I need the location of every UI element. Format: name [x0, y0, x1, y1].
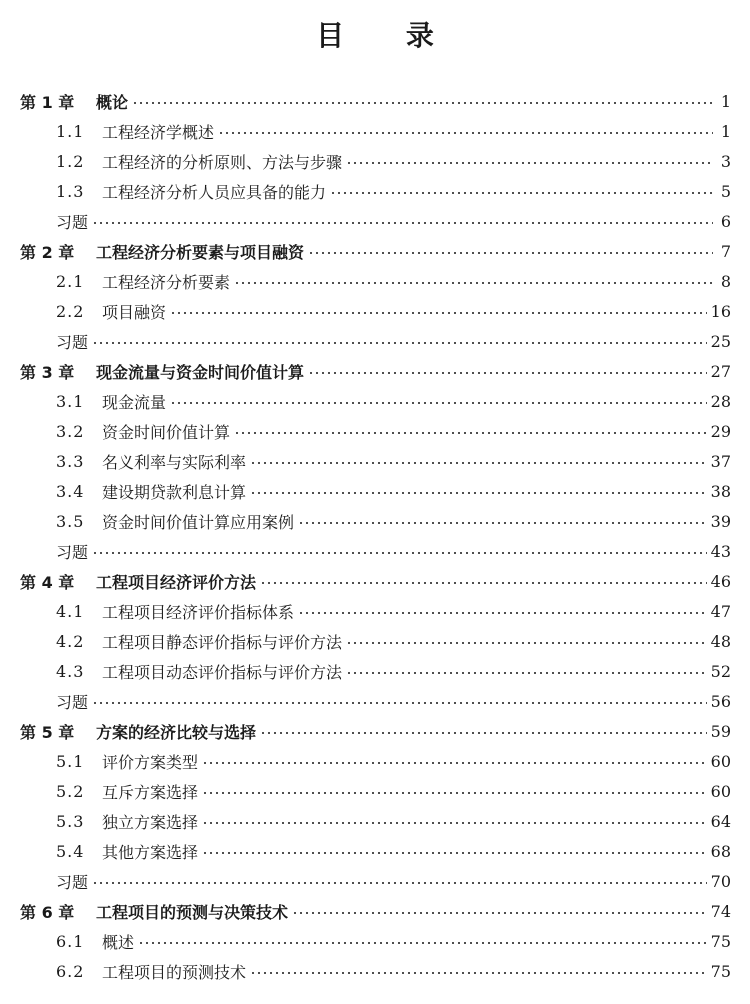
- dot-leader: [346, 672, 707, 674]
- toc-entry-page-number: 25: [710, 331, 731, 351]
- page-title: 目 录: [316, 19, 460, 52]
- dot-leader: [92, 342, 707, 344]
- toc-entry-page-number: 52: [710, 661, 731, 681]
- toc-entry-section[interactable]: [20, 146, 731, 176]
- dot-leader: [138, 942, 707, 944]
- toc-entry-page-number: 68: [710, 841, 731, 861]
- toc-entry-title: 工程项目经济评价指标体系: [102, 602, 295, 622]
- toc-entry-section[interactable]: [20, 176, 731, 206]
- toc-entry-number: 6.1: [56, 931, 85, 951]
- toc-entry-number: 1.1: [56, 121, 85, 141]
- toc-entry-number: 第 6 章: [20, 902, 75, 922]
- toc-entry-section[interactable]: [20, 296, 731, 326]
- toc-entry-page-number: 74: [710, 901, 731, 921]
- toc-entry-number: 5.1: [56, 751, 85, 771]
- dot-leader: [346, 162, 713, 164]
- dot-leader: [92, 222, 713, 224]
- toc-entry-number: 第 1 章: [20, 92, 75, 112]
- dot-leader: [92, 702, 707, 704]
- toc-entry-page-number: 5: [720, 181, 731, 201]
- toc-entry-exercise[interactable]: [20, 866, 731, 896]
- toc-entry-section[interactable]: [20, 116, 731, 146]
- toc-entry-title: 现金流量与资金时间价值计算: [96, 362, 305, 382]
- toc-entry-page-number: 46: [710, 571, 731, 591]
- toc-entry-page-number: 16: [710, 301, 731, 321]
- toc-entry-page-number: 43: [710, 541, 731, 561]
- toc-entry-section[interactable]: [20, 596, 731, 626]
- dot-leader: [202, 762, 707, 764]
- dot-leader: [202, 822, 707, 824]
- toc-entry-page-number: 8: [720, 271, 731, 291]
- toc-entry-page-number: 75: [710, 961, 731, 981]
- toc-entry-page-number: 28: [710, 391, 731, 411]
- toc-entry-title: 资金时间价值计算: [102, 422, 231, 442]
- toc-entry-number: 2.1: [56, 271, 85, 291]
- toc-entry-section[interactable]: [20, 806, 731, 836]
- toc-entry-page-number: 1: [720, 121, 731, 141]
- dot-leader: [250, 462, 707, 464]
- toc-entry-page-number: 38: [710, 481, 731, 501]
- toc-entry-title: 工程经济学概述: [102, 122, 215, 142]
- toc-entry-title: 工程项目的预测技术: [102, 962, 247, 982]
- toc-entry-number: 第 2 章: [20, 242, 75, 262]
- toc-entry-exercise[interactable]: [20, 206, 731, 236]
- table-of-contents: [20, 86, 731, 986]
- toc-entry-number: 3.3: [56, 451, 85, 471]
- toc-entry-title: 评价方案类型: [102, 752, 199, 772]
- toc-entry-title: 互斥方案选择: [102, 782, 199, 802]
- toc-entry-title: 项目融资: [102, 302, 167, 322]
- dot-leader: [260, 732, 707, 734]
- toc-entry-title: 其他方案选择: [102, 842, 199, 862]
- toc-entry-page-number: 56: [710, 691, 731, 711]
- toc-entry-page-number: 60: [710, 781, 731, 801]
- toc-entry-section[interactable]: [20, 926, 731, 956]
- toc-entry-page-number: 60: [710, 751, 731, 771]
- dot-leader: [202, 852, 707, 854]
- dot-leader: [202, 792, 707, 794]
- toc-entry-number: 第 4 章: [20, 572, 75, 592]
- dot-leader: [298, 612, 707, 614]
- toc-entry-number: 1.3: [56, 181, 85, 201]
- toc-entry-title: 方案的经济比较与选择: [96, 722, 257, 742]
- toc-entry-chapter[interactable]: [20, 86, 731, 116]
- dot-leader: [260, 582, 707, 584]
- toc-entry-title: 独立方案选择: [102, 812, 199, 832]
- toc-entry-page-number: 29: [710, 421, 731, 441]
- toc-entry-section[interactable]: [20, 386, 731, 416]
- dot-leader: [250, 492, 707, 494]
- toc-entry-number: 3.5: [56, 511, 85, 531]
- toc-entry-title: 概述: [102, 932, 135, 952]
- toc-entry-title: 工程项目的预测与决策技术: [96, 902, 289, 922]
- toc-entry-section[interactable]: [20, 836, 731, 866]
- toc-entry-page-number: 59: [710, 721, 731, 741]
- toc-entry-page-number: 37: [710, 451, 731, 471]
- toc-entry-section[interactable]: [20, 476, 731, 506]
- toc-entry-title: 工程经济分析人员应具备的能力: [102, 182, 327, 202]
- toc-entry-number: 3.1: [56, 391, 85, 411]
- toc-entry-number: 2.2: [56, 301, 85, 321]
- dot-leader: [132, 102, 713, 104]
- toc-entry-page-number: 47: [710, 601, 731, 621]
- dot-leader: [218, 132, 713, 134]
- toc-entry-title: 名义利率与实际利率: [102, 452, 247, 472]
- toc-entry-title: 资金时间价值计算应用案例: [102, 512, 295, 532]
- toc-entry-page-number: 39: [710, 511, 731, 531]
- toc-entry-title: 工程经济的分析原则、方法与步骤: [102, 152, 343, 172]
- toc-entry-title: 工程项目动态评价指标与评价方法: [102, 662, 343, 682]
- toc-entry-section[interactable]: [20, 416, 731, 446]
- toc-entry-page-number: 64: [710, 811, 731, 831]
- toc-entry-title: 工程经济分析要素: [102, 272, 231, 292]
- toc-entry-number: 4.2: [56, 631, 85, 651]
- toc-entry-number: 第 3 章: [20, 362, 75, 382]
- toc-entry-page-number: 48: [710, 631, 731, 651]
- dot-leader: [298, 522, 707, 524]
- toc-entry-number: 1.2: [56, 151, 85, 171]
- toc-entry-page-number: 6: [720, 211, 731, 231]
- toc-entry-page-number: 3: [720, 151, 731, 171]
- toc-entry-number: 6.2: [56, 961, 85, 981]
- toc-entry-section[interactable]: [20, 446, 731, 476]
- toc-entry-title: 现金流量: [102, 392, 167, 412]
- toc-entry-section[interactable]: [20, 746, 731, 776]
- toc-entry-chapter[interactable]: [20, 716, 731, 746]
- dot-leader: [92, 552, 707, 554]
- toc-entry-number: 5.4: [56, 841, 85, 861]
- toc-entry-title: 概论: [96, 92, 129, 112]
- dot-leader: [292, 912, 707, 914]
- toc-entry-number: 5.3: [56, 811, 85, 831]
- toc-entry-title: 建设期贷款利息计算: [102, 482, 247, 502]
- dot-leader: [92, 882, 707, 884]
- toc-entry-number: 第 5 章: [20, 722, 75, 742]
- toc-entry-exercise[interactable]: [20, 686, 731, 716]
- toc-entry-number: 3.2: [56, 421, 85, 441]
- dot-leader: [308, 372, 707, 374]
- toc-entry-chapter[interactable]: [20, 896, 731, 926]
- toc-entry-section[interactable]: [20, 956, 731, 986]
- toc-entry-page-number: 27: [710, 361, 731, 381]
- toc-entry-section[interactable]: [20, 626, 731, 656]
- toc-entry-title: 工程经济分析要素与项目融资: [96, 242, 305, 262]
- toc-entry-chapter[interactable]: [20, 566, 731, 596]
- toc-entry-page-number: 1: [720, 91, 731, 111]
- dot-leader: [170, 402, 707, 404]
- toc-entry-chapter[interactable]: [20, 356, 731, 386]
- toc-entry-title: 工程项目静态评价指标与评价方法: [102, 632, 343, 652]
- toc-entry-exercise[interactable]: [20, 536, 731, 566]
- dot-leader: [330, 192, 713, 194]
- toc-entry-number: 3.4: [56, 481, 85, 501]
- toc-entry-number: 4.1: [56, 601, 85, 621]
- dot-leader: [170, 312, 707, 314]
- toc-entry-number: 4.3: [56, 661, 85, 681]
- toc-entry-exercise[interactable]: [20, 326, 731, 356]
- dot-leader: [234, 432, 707, 434]
- toc-entry-chapter[interactable]: [20, 236, 731, 266]
- toc-entry-section[interactable]: [20, 266, 731, 296]
- toc-entry-section[interactable]: [20, 506, 731, 536]
- toc-entry-section[interactable]: [20, 656, 731, 686]
- toc-entry-title: 习题: [56, 692, 89, 712]
- toc-entry-title: 习题: [56, 872, 89, 892]
- toc-entry-number: 5.2: [56, 781, 85, 801]
- toc-entry-page-number: 75: [710, 931, 731, 951]
- toc-entry-page-number: 70: [710, 871, 731, 891]
- toc-entry-section[interactable]: [20, 776, 731, 806]
- toc-entry-title: 习题: [56, 212, 89, 232]
- dot-leader: [250, 972, 707, 974]
- dot-leader: [234, 282, 713, 284]
- toc-entry-title: 工程项目经济评价方法: [96, 572, 257, 592]
- toc-entry-page-number: 7: [720, 241, 731, 261]
- dot-leader: [346, 642, 707, 644]
- dot-leader: [308, 252, 713, 254]
- toc-entry-title: 习题: [56, 332, 89, 352]
- toc-entry-title: 习题: [56, 542, 89, 562]
